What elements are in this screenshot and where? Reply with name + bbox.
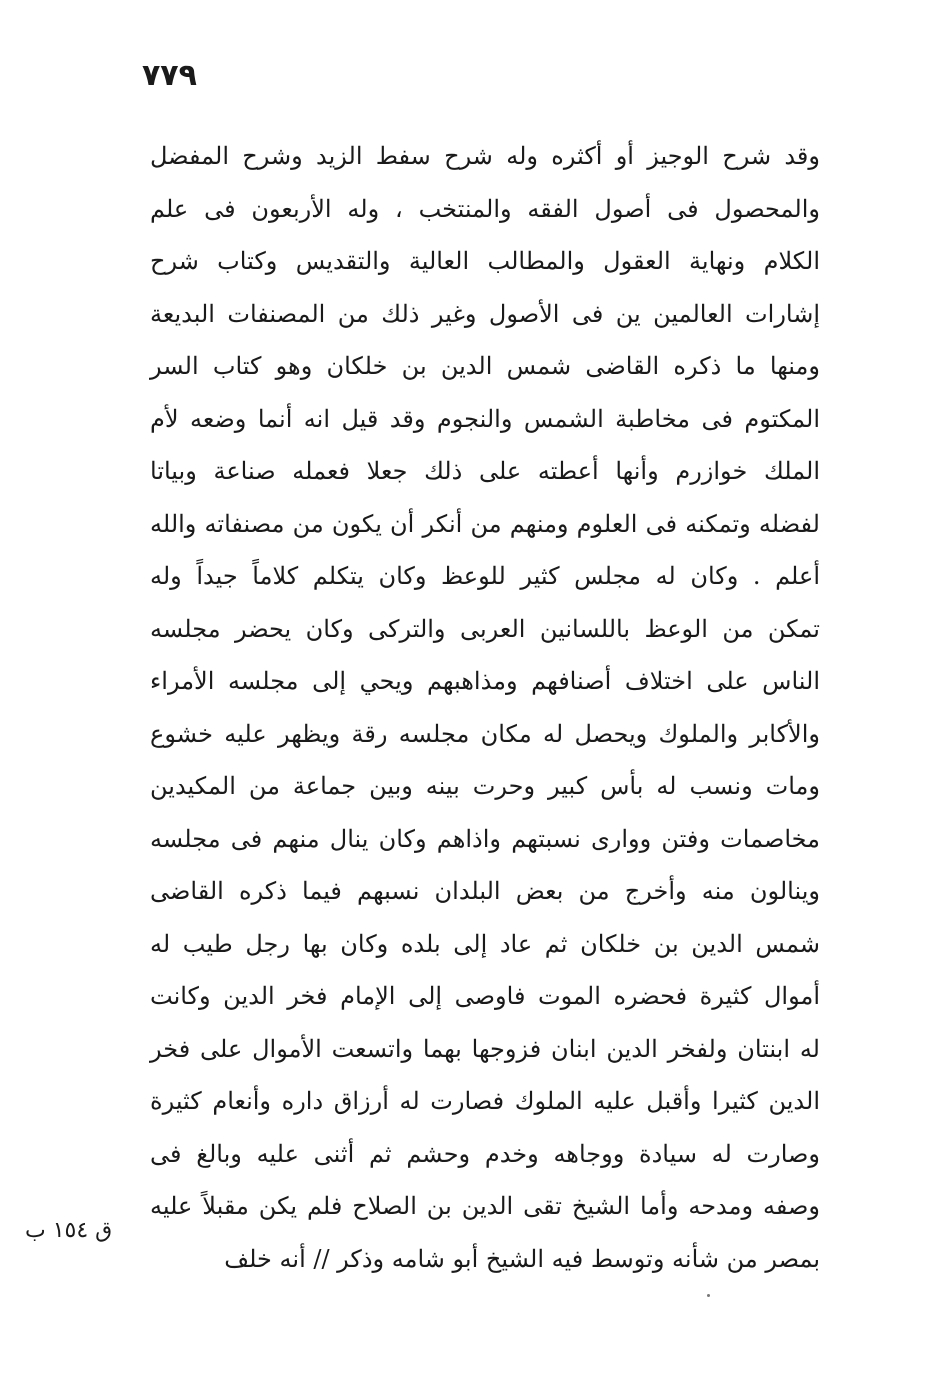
text-line: وقد شرح الوجيز أو أكثره وله شرح سفط الزيد وشرح المفضل (150, 142, 820, 170)
text-line: مخاصمات وفتن ووارى نسبتهم واذاهم وكان ينال منهم فى مجلسه (150, 824, 820, 853)
body-text (150, 130, 820, 1285)
text-line: والأكابر والملوك ويحصل له مكان مجلسه رقة ويظهر عليه خشوع (150, 719, 820, 748)
text-line: والمحصول فى أصول الفقه والمنتخب ، وله الأربعون فى علم (150, 194, 820, 223)
text-line: الدين كثيرا وأقبل عليه الملوك فصارت له أرزاق داره وأنعام كثيرة (150, 1087, 820, 1115)
page-number: ٧٧٩ (142, 58, 197, 93)
text-line: شمس الدين بن خلكان ثم عاد إلى بلده وكان بها رجل طيب له (150, 929, 820, 958)
text-line: له ابنتان ولفخر الدين ابنان فزوجها بهما واتسعت الأموال على فخر (150, 1034, 820, 1063)
text-line: لفضله وتمكنه فى العلوم ومنهم من أنكر أن يكون من مصنفاته والله (150, 509, 820, 538)
text-line: أموال كثيرة فحضره الموت فاوصى إلى الإمام فخر الدين وكانت (150, 982, 820, 1010)
text-line: ومات ونسب له بأس كبير وحرت بينه وبين جماعة من المكيدين (150, 772, 820, 800)
text-line: الكلام ونهاية العقول والمطالب العالية والتقديس وكتاب شرح (150, 247, 820, 275)
text-line: الناس على اختلاف أصنافهم ومذاهبهم ويحي إلى مجلسه الأمراء (150, 667, 820, 695)
text-line: بمصر من شأنه وتوسط فيه الشيخ أبو شامه وذكر // أنه خلف (224, 1244, 820, 1273)
text-line: الملك خوازرم وأنها أعطته على ذلك جعلا فعمله صناعة وبياتا (150, 457, 820, 485)
text-line: وصفه ومدحه وأما الشيخ تقى الدين بن الصلاح فلم يكن مقبلاً عليه (150, 1192, 821, 1220)
text-line: وينالون منه وأخرج من بعض البلدان نسبهم فيما ذكره القاضى (150, 877, 820, 905)
text-line: إشارات العالمين ين فى الأصول وغير ذلك من المصنفات البديعة (150, 299, 821, 328)
text-line: وصارت له سيادة ووجاهه وخدم وحشم ثم أثنى عليه وبالغ فى (150, 1139, 820, 1168)
text-line: ومنها ما ذكره القاضى شمس الدين بن خلكان وهو كتاب السر (150, 352, 820, 380)
folio-margin-note: ق ١٥٤ ب (25, 1218, 113, 1243)
text-line: أعلم . وكان له مجلس كثير للوعظ وكان يتكلم كلاماً جيداً وله (150, 562, 820, 590)
text-line: تمكن من الوعظ باللسانين العربى والتركى وكان يحضر مجلسه (150, 614, 820, 643)
paper-speck (707, 1294, 710, 1297)
text-line: المكتوم فى مخاطبة الشمس والنجوم وقد قيل انه أنما وضعه لأم (150, 404, 820, 433)
